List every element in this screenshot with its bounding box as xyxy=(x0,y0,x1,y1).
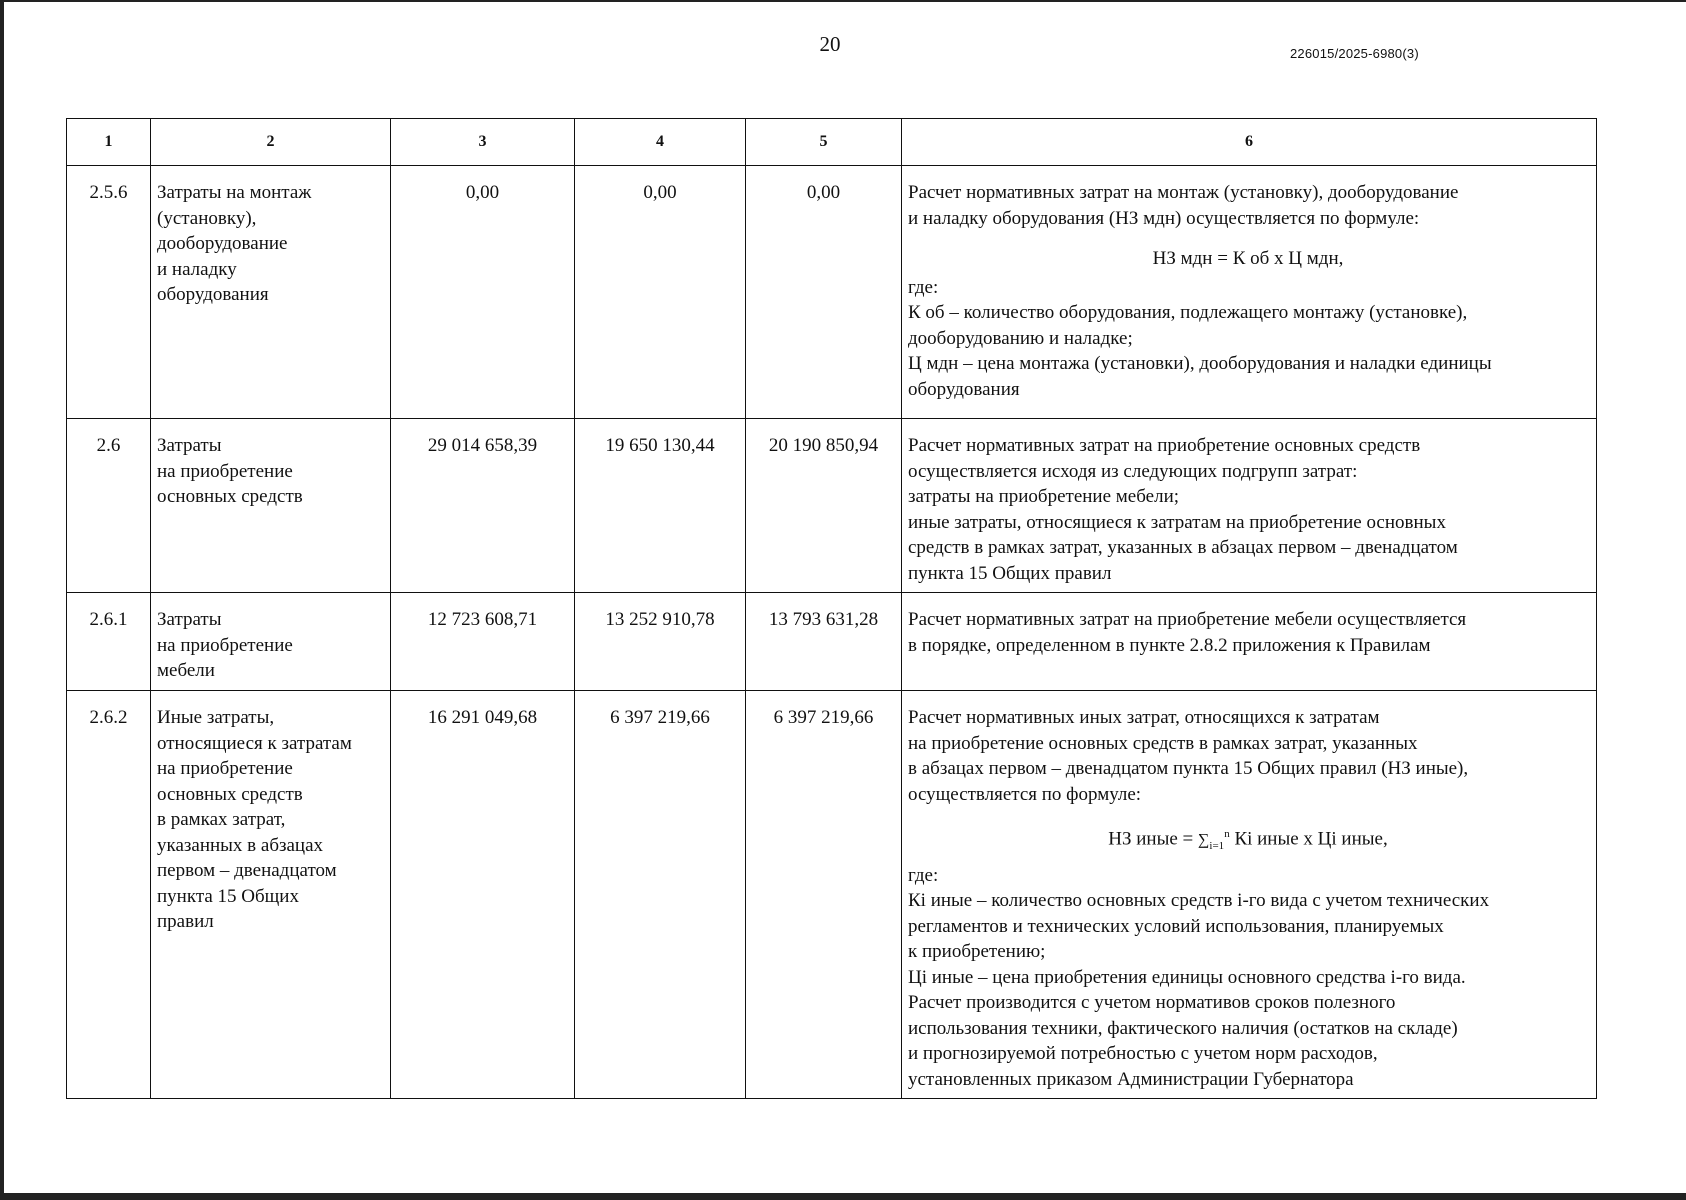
desc-line: иные затраты, относящиеся к затратам на приобретение основных xyxy=(908,511,1446,533)
row-number: 2.5.6 xyxy=(67,166,151,419)
desc-line: Ц мдн – цена монтажа (установки), дооборудования и наладки единицы xyxy=(908,353,1492,374)
column-header: 3 xyxy=(391,119,575,166)
column-header: 1 xyxy=(67,119,151,166)
desc-line: затраты на приобретение мебели; xyxy=(908,486,1180,507)
desc-line: Цi иные – цена приобретения единицы основного средства i-го вида. xyxy=(908,966,1466,988)
desc-line: в порядке, определенном в пункте 2.8.2 приложения к Правилам xyxy=(908,634,1431,656)
calculation-description xyxy=(902,419,1597,593)
name-line: на приобретение xyxy=(157,460,293,482)
desc-line: в абзацах первом – двенадцатом пункта 15 Общих правил (НЗ иные), xyxy=(908,758,1469,779)
sum-lower-limit: i=1 xyxy=(1209,840,1225,853)
table-row xyxy=(67,593,1597,691)
formula: НЗ мдн = К об х Ц мдн, xyxy=(1152,248,1344,269)
desc-line: Расчет нормативных затрат на монтаж (установку), дооборудование xyxy=(908,182,1459,203)
desc-line: где: xyxy=(908,864,939,886)
desc-line: и наладку оборудования (НЗ мдн) осуществляется по формуле: xyxy=(908,207,1420,229)
name-line: Затраты xyxy=(157,609,222,630)
table-row xyxy=(67,419,1597,593)
value-col4: 6 397 219,66 xyxy=(575,691,746,1099)
desc-line: пункта 15 Общих правил xyxy=(908,562,1112,584)
value-col3: 16 291 049,68 xyxy=(391,691,575,1099)
calculation-description xyxy=(902,593,1597,691)
row-number: 2.6.1 xyxy=(67,593,151,691)
desc-line: оборудования xyxy=(908,378,1020,400)
value-col3: 29 014 658,39 xyxy=(391,419,575,593)
desc-line: установленных приказом Администрации Губернатора xyxy=(908,1068,1354,1090)
desc-line: дооборудованию и наладке; xyxy=(908,327,1133,349)
desc-line: регламентов и технических условий использования, планируемых xyxy=(908,915,1444,937)
desc-line: Расчет нормативных затрат на приобретение основных средств xyxy=(908,435,1421,456)
name-line: правил xyxy=(157,911,214,932)
column-header: 2 xyxy=(151,119,391,166)
name-line: относящиеся к затратам xyxy=(157,732,352,754)
name-line: основных средств xyxy=(157,783,303,805)
name-line: (установку), xyxy=(157,207,257,229)
formula-lhs: НЗ иные = xyxy=(1108,828,1199,850)
desc-line: Расчет производится с учетом нормативов сроков полезного xyxy=(908,992,1396,1014)
row-number: 2.6.2 xyxy=(67,691,151,1099)
sum-upper-limit: n xyxy=(1224,828,1230,840)
calculation-description xyxy=(902,166,1597,419)
desc-line: Расчет нормативных затрат на приобретение мебели осуществляется xyxy=(908,609,1467,630)
page-number: 20 xyxy=(819,32,841,56)
value-col5: 0,00 xyxy=(746,166,902,419)
desc-line: и прогнозируемой потребностью с учетом норм расходов, xyxy=(908,1043,1378,1065)
cost-table xyxy=(66,118,1597,1099)
value-col5: 13 793 631,28 xyxy=(746,593,902,691)
value-col4: 0,00 xyxy=(575,166,746,419)
name-line: основных средств xyxy=(157,486,303,507)
desc-line: осуществляется исходя из следующих подгрупп затрат: xyxy=(908,460,1358,482)
value-col4: 13 252 910,78 xyxy=(575,593,746,691)
name-line: мебели xyxy=(157,660,215,681)
name-line: указанных в абзацах xyxy=(157,834,324,856)
value-col5: 6 397 219,66 xyxy=(746,691,902,1099)
column-header: 4 xyxy=(575,119,746,166)
name-line: дооборудование xyxy=(157,233,288,254)
value-col3: 12 723 608,71 xyxy=(391,593,575,691)
column-header: 6 xyxy=(902,119,1597,166)
calculation-description xyxy=(902,691,1597,1099)
desc-line: Расчет нормативных иных затрат, относящихся к затратам xyxy=(908,707,1380,728)
cost-item-name xyxy=(151,166,391,419)
formula xyxy=(908,822,1588,860)
desc-line: К об – количество оборудования, подлежащего монтажу (установке), xyxy=(908,302,1468,323)
table-header-row xyxy=(67,119,1597,166)
row-number: 2.6 xyxy=(67,419,151,593)
cost-item-name xyxy=(151,691,391,1099)
document-id: 226015/2025-6980(3) xyxy=(1290,46,1419,61)
name-line: пункта 15 Общих xyxy=(157,885,299,907)
table-row xyxy=(67,691,1597,1099)
name-line: Иные затраты, xyxy=(157,707,275,728)
name-line: первом – двенадцатом xyxy=(157,860,337,881)
name-line: на приобретение xyxy=(157,634,293,656)
value-col3: 0,00 xyxy=(391,166,575,419)
sum-symbol: ∑ xyxy=(1198,831,1210,849)
desc-line: использования техники, фактического наличия (остатков на складе) xyxy=(908,1017,1458,1039)
desc-line: осуществляется по формуле: xyxy=(908,783,1142,805)
scan-edge-top xyxy=(0,0,1686,2)
formula-rhs: Кi иные х Цi иные, xyxy=(1229,828,1388,850)
name-line: оборудования xyxy=(157,284,269,305)
name-line: и наладку xyxy=(157,258,237,280)
value-col4: 19 650 130,44 xyxy=(575,419,746,593)
desc-line: средств в рамках затрат, указанных в абзацах первом – двенадцатом xyxy=(908,537,1458,558)
value-col5: 20 190 850,94 xyxy=(746,419,902,593)
desc-line: Кi иные – количество основных средств i-го вида с учетом технических xyxy=(908,890,1490,912)
scan-edge-bottom xyxy=(0,1193,1686,1200)
name-line: Затраты xyxy=(157,435,222,456)
column-header: 5 xyxy=(746,119,902,166)
cost-item-name xyxy=(151,419,391,593)
table-row xyxy=(67,166,1597,419)
name-line: в рамках затрат, xyxy=(157,809,286,830)
desc-line: на приобретение основных средств в рамках затрат, указанных xyxy=(908,732,1418,754)
scan-edge-left xyxy=(0,0,4,1200)
name-line: Затраты на монтаж xyxy=(157,182,312,203)
desc-line: к приобретению; xyxy=(908,941,1046,963)
desc-line: где: xyxy=(908,276,939,298)
name-line: на приобретение xyxy=(157,758,293,779)
cost-item-name xyxy=(151,593,391,691)
